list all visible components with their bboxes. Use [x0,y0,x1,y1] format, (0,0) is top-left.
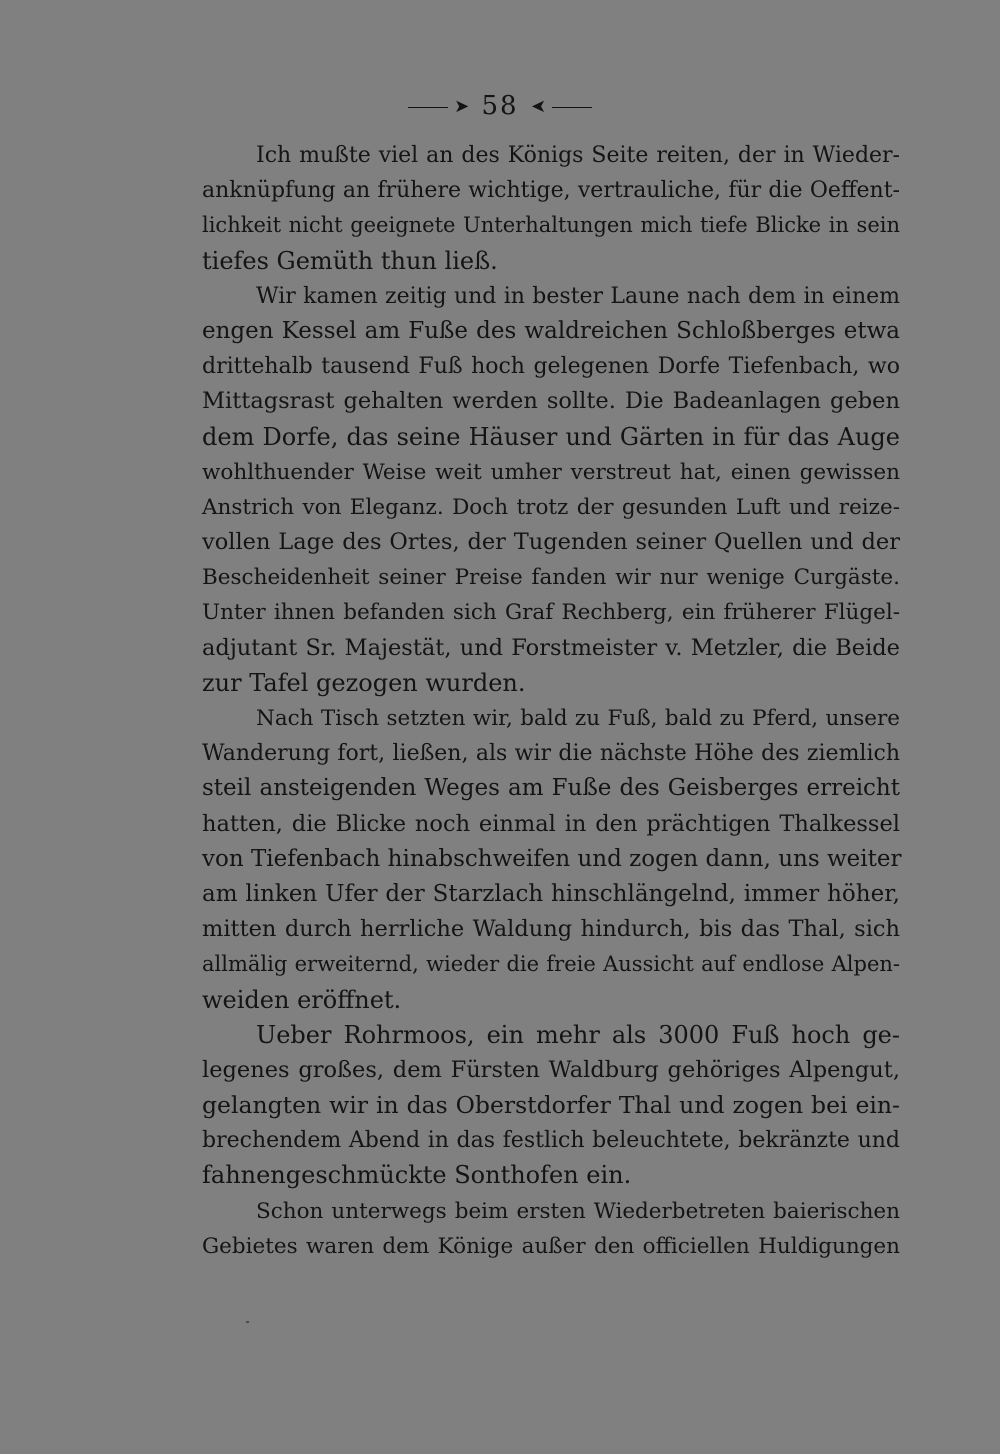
text-line: Ueber Rohrmoos, ein mehr als 3000 Fuß hoch ge- [256,1020,900,1049]
body-text [202,138,900,1264]
text-line: am linken Ufer der Starzlach hinschlängelnd, immer höher, [202,880,900,907]
text-line: wohlthuender Weise weit umher verstreut hat, einen gewissen [202,459,900,485]
text-line: anknüpfung an frühere wichtige, vertrauliche, für die Oeffent- [202,178,900,204]
right-rule-ornament [552,107,592,108]
left-arrow-ornament-icon: ➤ [454,96,472,117]
page-speck [246,1321,249,1323]
text-line: fahnengeschmückte Sonthofen ein. [202,1161,632,1190]
page-header [0,88,1000,125]
text-line: Schon unterwegs beim ersten Wiederbetreten baierischen [256,1198,900,1224]
text-line: Mittagsrast gehalten werden sollte. Die Badeanlagen geben [202,388,900,415]
text-line: vollen Lage des Ortes, der Tugenden seiner Quellen und der [202,529,900,556]
right-arrow-ornament-icon: ➤ [528,96,546,117]
text-line: Bescheidenheit seiner Preise fanden wir nur wenige Curgäste. [202,565,900,591]
paragraph [202,701,900,1018]
page-number: 58 [481,91,519,121]
text-line: mitten durch herrliche Waldung hindurch, bis das Thal, sich [202,916,900,943]
paragraph [202,1194,900,1264]
text-line: von Tiefenbach hinabschweifen und zogen dann, uns weiter [202,845,902,872]
text-line: Ich mußte viel an des Königs Seite reiten, der in Wieder- [256,143,900,168]
text-line: hatten, die Blicke noch einmal in den prächtigen Thalkessel [202,810,900,837]
text-line: drittehalb tausend Fuß hoch gelegenen Dorfe Tiefenbach, wo [202,354,900,380]
left-rule-ornament [408,107,448,108]
text-line: zur Tafel gezogen wurden. [202,668,526,697]
paragraph [202,138,900,279]
text-line: Unter ihnen befanden sich Graf Rechberg, ein früherer Flügel- [202,600,900,626]
paragraph [202,1018,900,1194]
text-line: brechendem Abend in das festlich beleuchtete, bekränzte und [202,1128,900,1154]
text-line: legenes großes, dem Fürsten Waldburg gehöriges Alpengut, [202,1056,900,1083]
text-line: Anstrich von Eleganz. Doch trotz der gesunden Luft und reize- [202,494,900,520]
text-line: adjutant Sr. Majestät, und Forstmeister v. Metzler, die Beide [202,634,900,661]
text-line: Gebietes waren dem Könige außer den officiellen Huldigungen [202,1233,900,1259]
text-line: tiefes Gemüth thun ließ. [202,246,498,275]
paragraph [202,279,900,701]
text-line: allmälig erweiternd, wieder die freie Aussicht auf endlose Alpen- [202,952,900,977]
text-line: steil ansteigenden Weges am Fuße des Geisberges erreicht [202,775,900,802]
text-line: dem Dorfe, das seine Häuser und Gärten in für das Auge [202,422,900,451]
text-line: lichkeit nicht geeignete Unterhaltungen mich tiefe Blicke in sein [202,213,900,238]
text-line: weiden eröffnet. [202,985,402,1014]
text-line: Nach Tisch setzten wir, bald zu Fuß, bald zu Pferd, unsere [256,706,900,731]
text-line: Wir kamen zeitig und in bester Laune nach dem in einem [256,283,900,309]
text-line: Wanderung fort, ließen, als wir die nächste Höhe des ziemlich [202,741,900,767]
text-line: gelangten wir in das Oberstdorfer Thal und zogen bei ein- [202,1091,900,1120]
text-line: engen Kessel am Fuße des waldreichen Schloßberges etwa [202,317,900,344]
